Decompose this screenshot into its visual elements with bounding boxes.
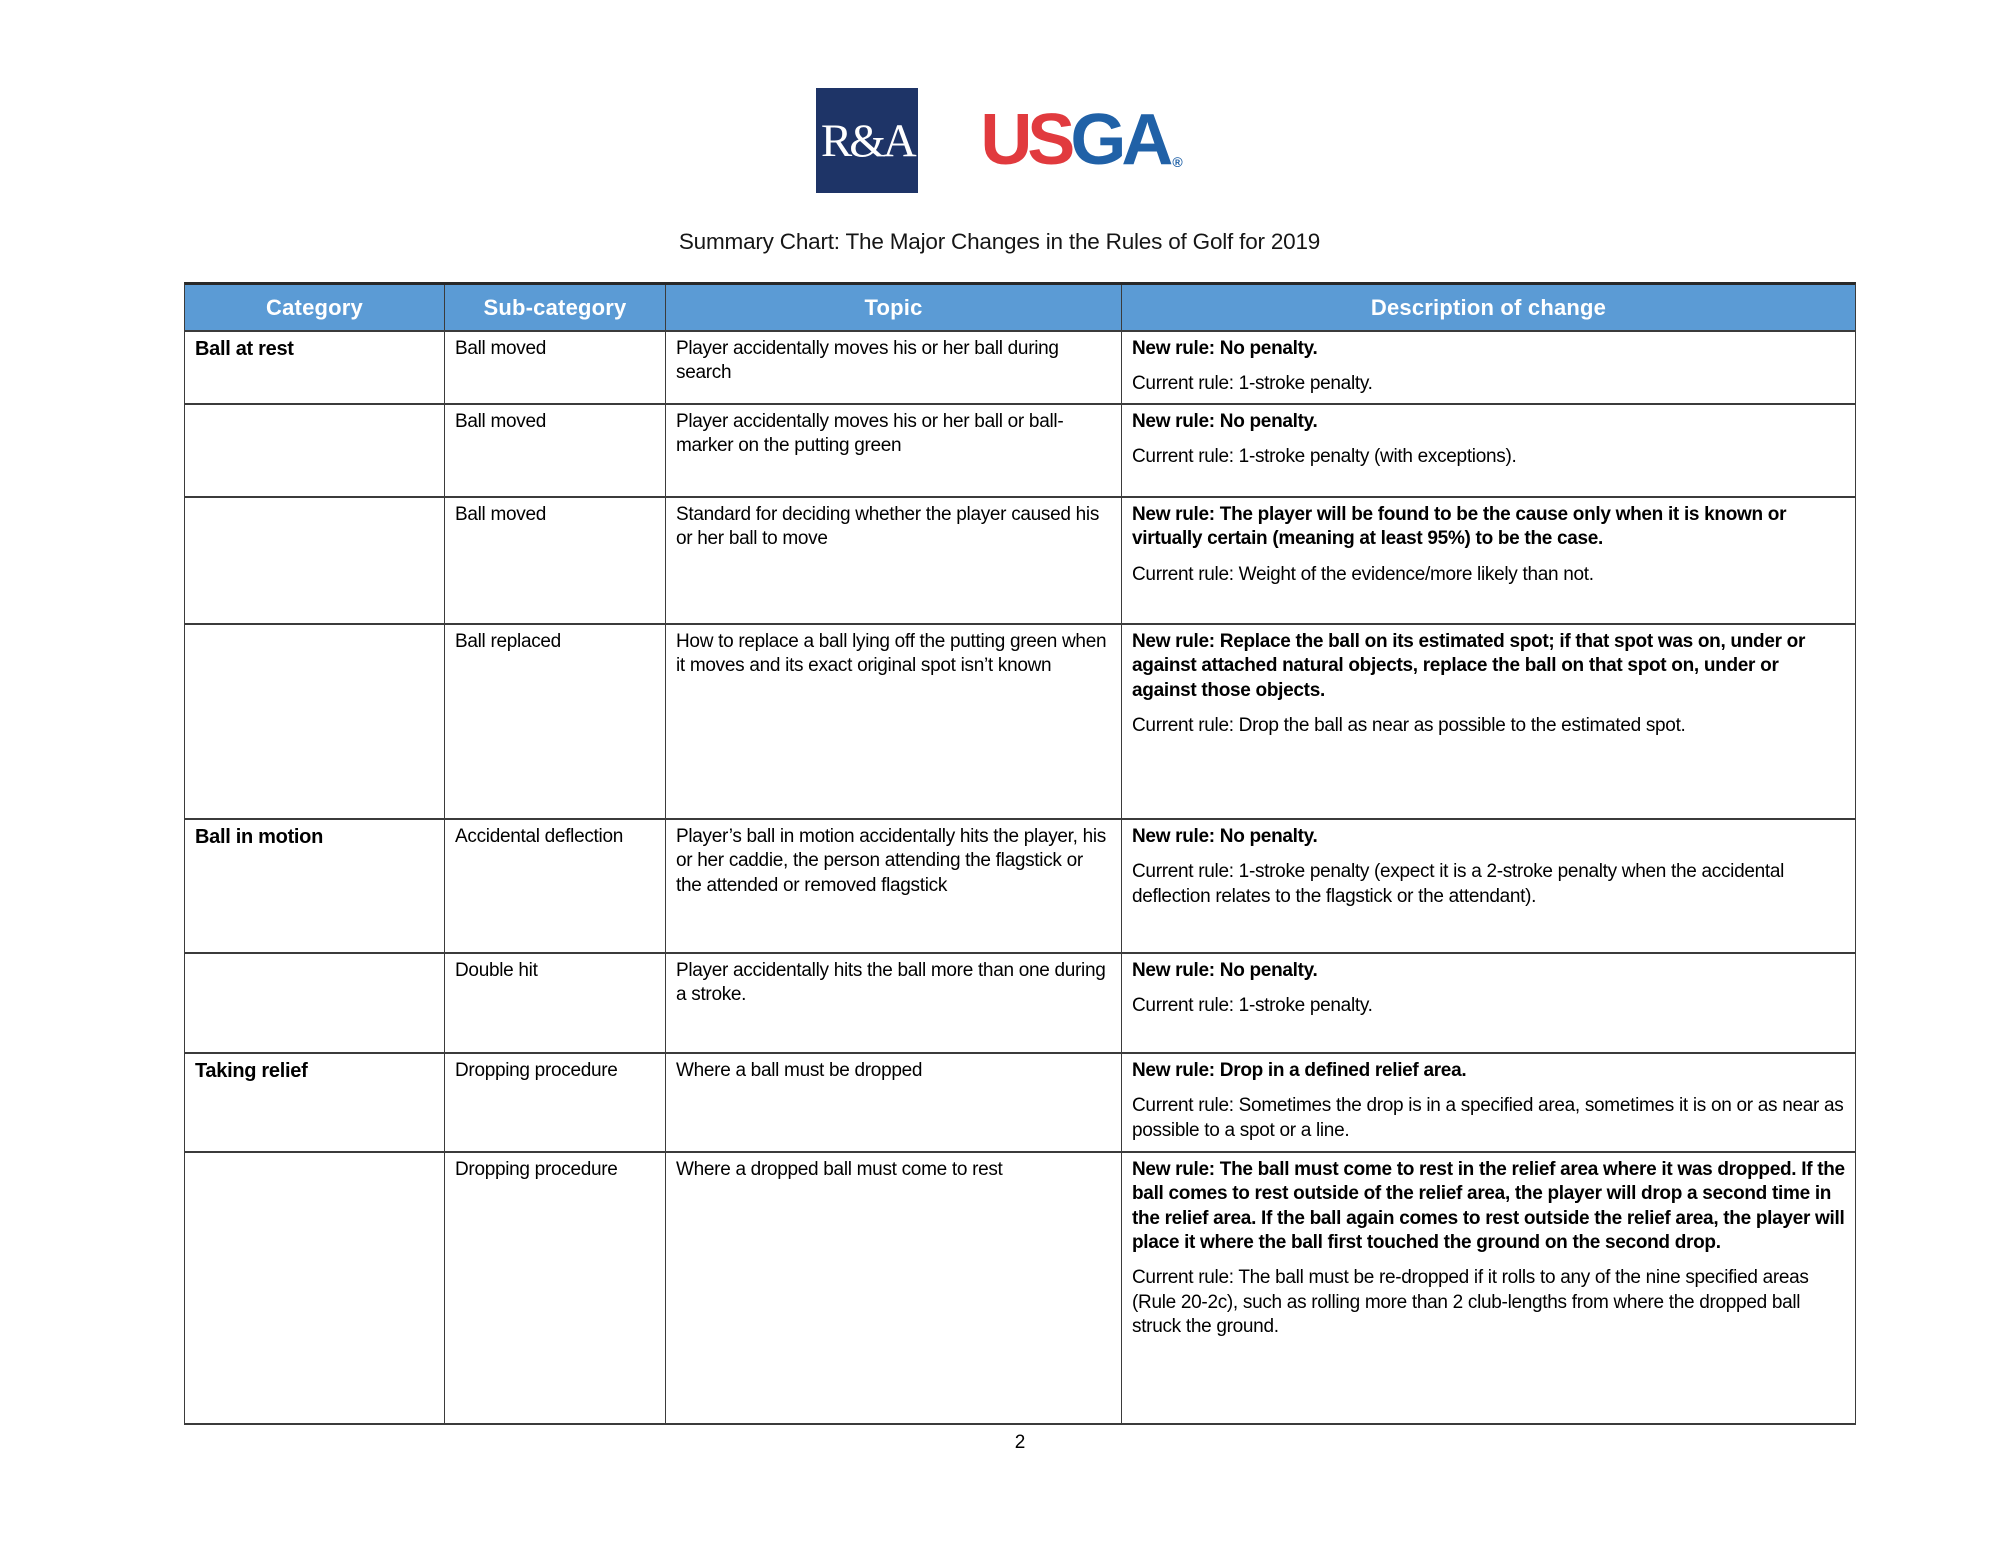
- current-rule-text: Current rule: 1-stroke penalty (expect it is a 2-stroke penalty when the accidental deflection relates to the flagstick or the attendant).: [1132, 861, 1785, 907]
- sub-category-cell: Ball moved: [444, 498, 665, 623]
- current-rule-text: Current rule: Weight of the evidence/more likely than not.: [1132, 563, 1594, 585]
- description-cell: [1121, 498, 1855, 623]
- table-row: [185, 625, 1855, 820]
- description-cell: [1121, 954, 1855, 1052]
- table-row: [185, 498, 1855, 625]
- header-category: Category: [266, 295, 363, 320]
- description-cell: [1121, 405, 1855, 496]
- sub-category-cell: Ball moved: [444, 405, 665, 496]
- category-cell: [185, 498, 444, 623]
- table-row: [185, 1153, 1855, 1423]
- table-row: [185, 405, 1855, 498]
- sub-category-cell: Ball replaced: [444, 625, 665, 818]
- table-row: [185, 820, 1855, 954]
- table-row: [185, 954, 1855, 1054]
- usga-logo-ga: GA: [1070, 99, 1169, 180]
- header-description: Description of change: [1121, 285, 1855, 330]
- topic-cell: Where a dropped ball must come to rest: [665, 1153, 1121, 1423]
- topic-cell: How to replace a ball lying off the putting green when it moves and its exact original spot isn’t known: [665, 625, 1121, 818]
- category-cell: Taking relief: [195, 1060, 308, 1083]
- usga-logo: [980, 99, 1183, 180]
- topic-cell: Player’s ball in motion accidentally hits the player, his or her caddie, the person attending the flagstick or the attended or removed flagstick: [665, 820, 1121, 952]
- ra-logo-text: R&A: [820, 114, 914, 167]
- description-cell: [1121, 1153, 1855, 1423]
- topic-cell: Where a ball must be dropped: [665, 1054, 1121, 1151]
- topic-cell: Player accidentally moves his or her ball or ball-marker on the putting green: [665, 405, 1121, 496]
- sub-category-cell: Dropping procedure: [444, 1153, 665, 1423]
- table-header-row: [185, 285, 1855, 332]
- registered-trademark-icon: ®: [1172, 154, 1183, 171]
- table-row: [185, 332, 1855, 405]
- header-topic: Topic: [665, 285, 1121, 330]
- current-rule-text: Current rule: The ball must be re-dropped if it rolls to any of the nine specified areas (Rule 20-2c), such as rolling more than 2 club-lengths from where the dropped ball struck the ground.: [1132, 1267, 1809, 1338]
- new-rule-text: New rule: No penalty.: [1132, 338, 1318, 360]
- sub-category-cell: Accidental deflection: [444, 820, 665, 952]
- topic-cell: Player accidentally moves his or her ball during search: [665, 332, 1121, 403]
- new-rule-text: New rule: No penalty.: [1132, 960, 1318, 982]
- description-cell: [1121, 820, 1855, 952]
- topic-cell: Standard for deciding whether the player caused his or her ball to move: [665, 498, 1121, 623]
- table-row: [185, 1054, 1855, 1153]
- new-rule-text: New rule: No penalty.: [1132, 411, 1318, 433]
- current-rule-text: Current rule: 1-stroke penalty.: [1132, 995, 1373, 1017]
- sub-category-cell: Dropping procedure: [444, 1054, 665, 1151]
- header-sub-category: Sub-category: [444, 285, 665, 330]
- category-cell: Ball at rest: [195, 338, 294, 361]
- usga-logo-us: US: [980, 99, 1071, 180]
- category-cell: [185, 625, 444, 818]
- ra-logo: [816, 88, 918, 193]
- description-cell: [1121, 332, 1855, 403]
- category-cell: [185, 405, 444, 496]
- description-cell: [1121, 625, 1855, 818]
- current-rule-text: Current rule: Sometimes the drop is in a specified area, sometimes it is on or as near as possible to a spot or a line.: [1132, 1095, 1844, 1141]
- current-rule-text: Current rule: Drop the ball as near as possible to the estimated spot.: [1132, 715, 1686, 737]
- current-rule-text: Current rule: 1-stroke penalty.: [1132, 373, 1373, 395]
- new-rule-text: New rule: Drop in a defined relief area.: [1132, 1060, 1467, 1082]
- page-number: 2: [1014, 1432, 1026, 1454]
- sub-category-cell: Double hit: [444, 954, 665, 1052]
- category-cell: Ball in motion: [195, 826, 324, 849]
- logo-row: [0, 0, 1999, 193]
- sub-category-cell: Ball moved: [444, 332, 665, 403]
- new-rule-text: New rule: Replace the ball on its estimated spot; if that spot was on, under or against attached natural objects, replace the ball on that spot on, under or against those objects.: [1132, 631, 1806, 701]
- current-rule-text: Current rule: 1-stroke penalty (with exceptions).: [1132, 446, 1517, 468]
- description-cell: [1121, 1054, 1855, 1151]
- new-rule-text: New rule: The player will be found to be the cause only when it is known or virtually certain (meaning at least 95%) to be the case.: [1132, 504, 1787, 550]
- new-rule-text: New rule: No penalty.: [1132, 826, 1318, 848]
- category-cell: [185, 1153, 444, 1423]
- category-cell: [185, 954, 444, 1052]
- new-rule-text: New rule: The ball must come to rest in the relief area where it was dropped. If the ball comes to rest outside of the relief area, the player will drop a second time in the relief area. If the ball again comes to rest outside the relief area, the player will place it where the ball first touched the ground on the second drop.: [1132, 1159, 1845, 1254]
- page-title: Summary Chart: The Major Changes in the Rules of Golf for 2019: [678, 229, 1321, 254]
- topic-cell: Player accidentally hits the ball more than one during a stroke.: [665, 954, 1121, 1052]
- rules-summary-table: [184, 282, 1856, 1425]
